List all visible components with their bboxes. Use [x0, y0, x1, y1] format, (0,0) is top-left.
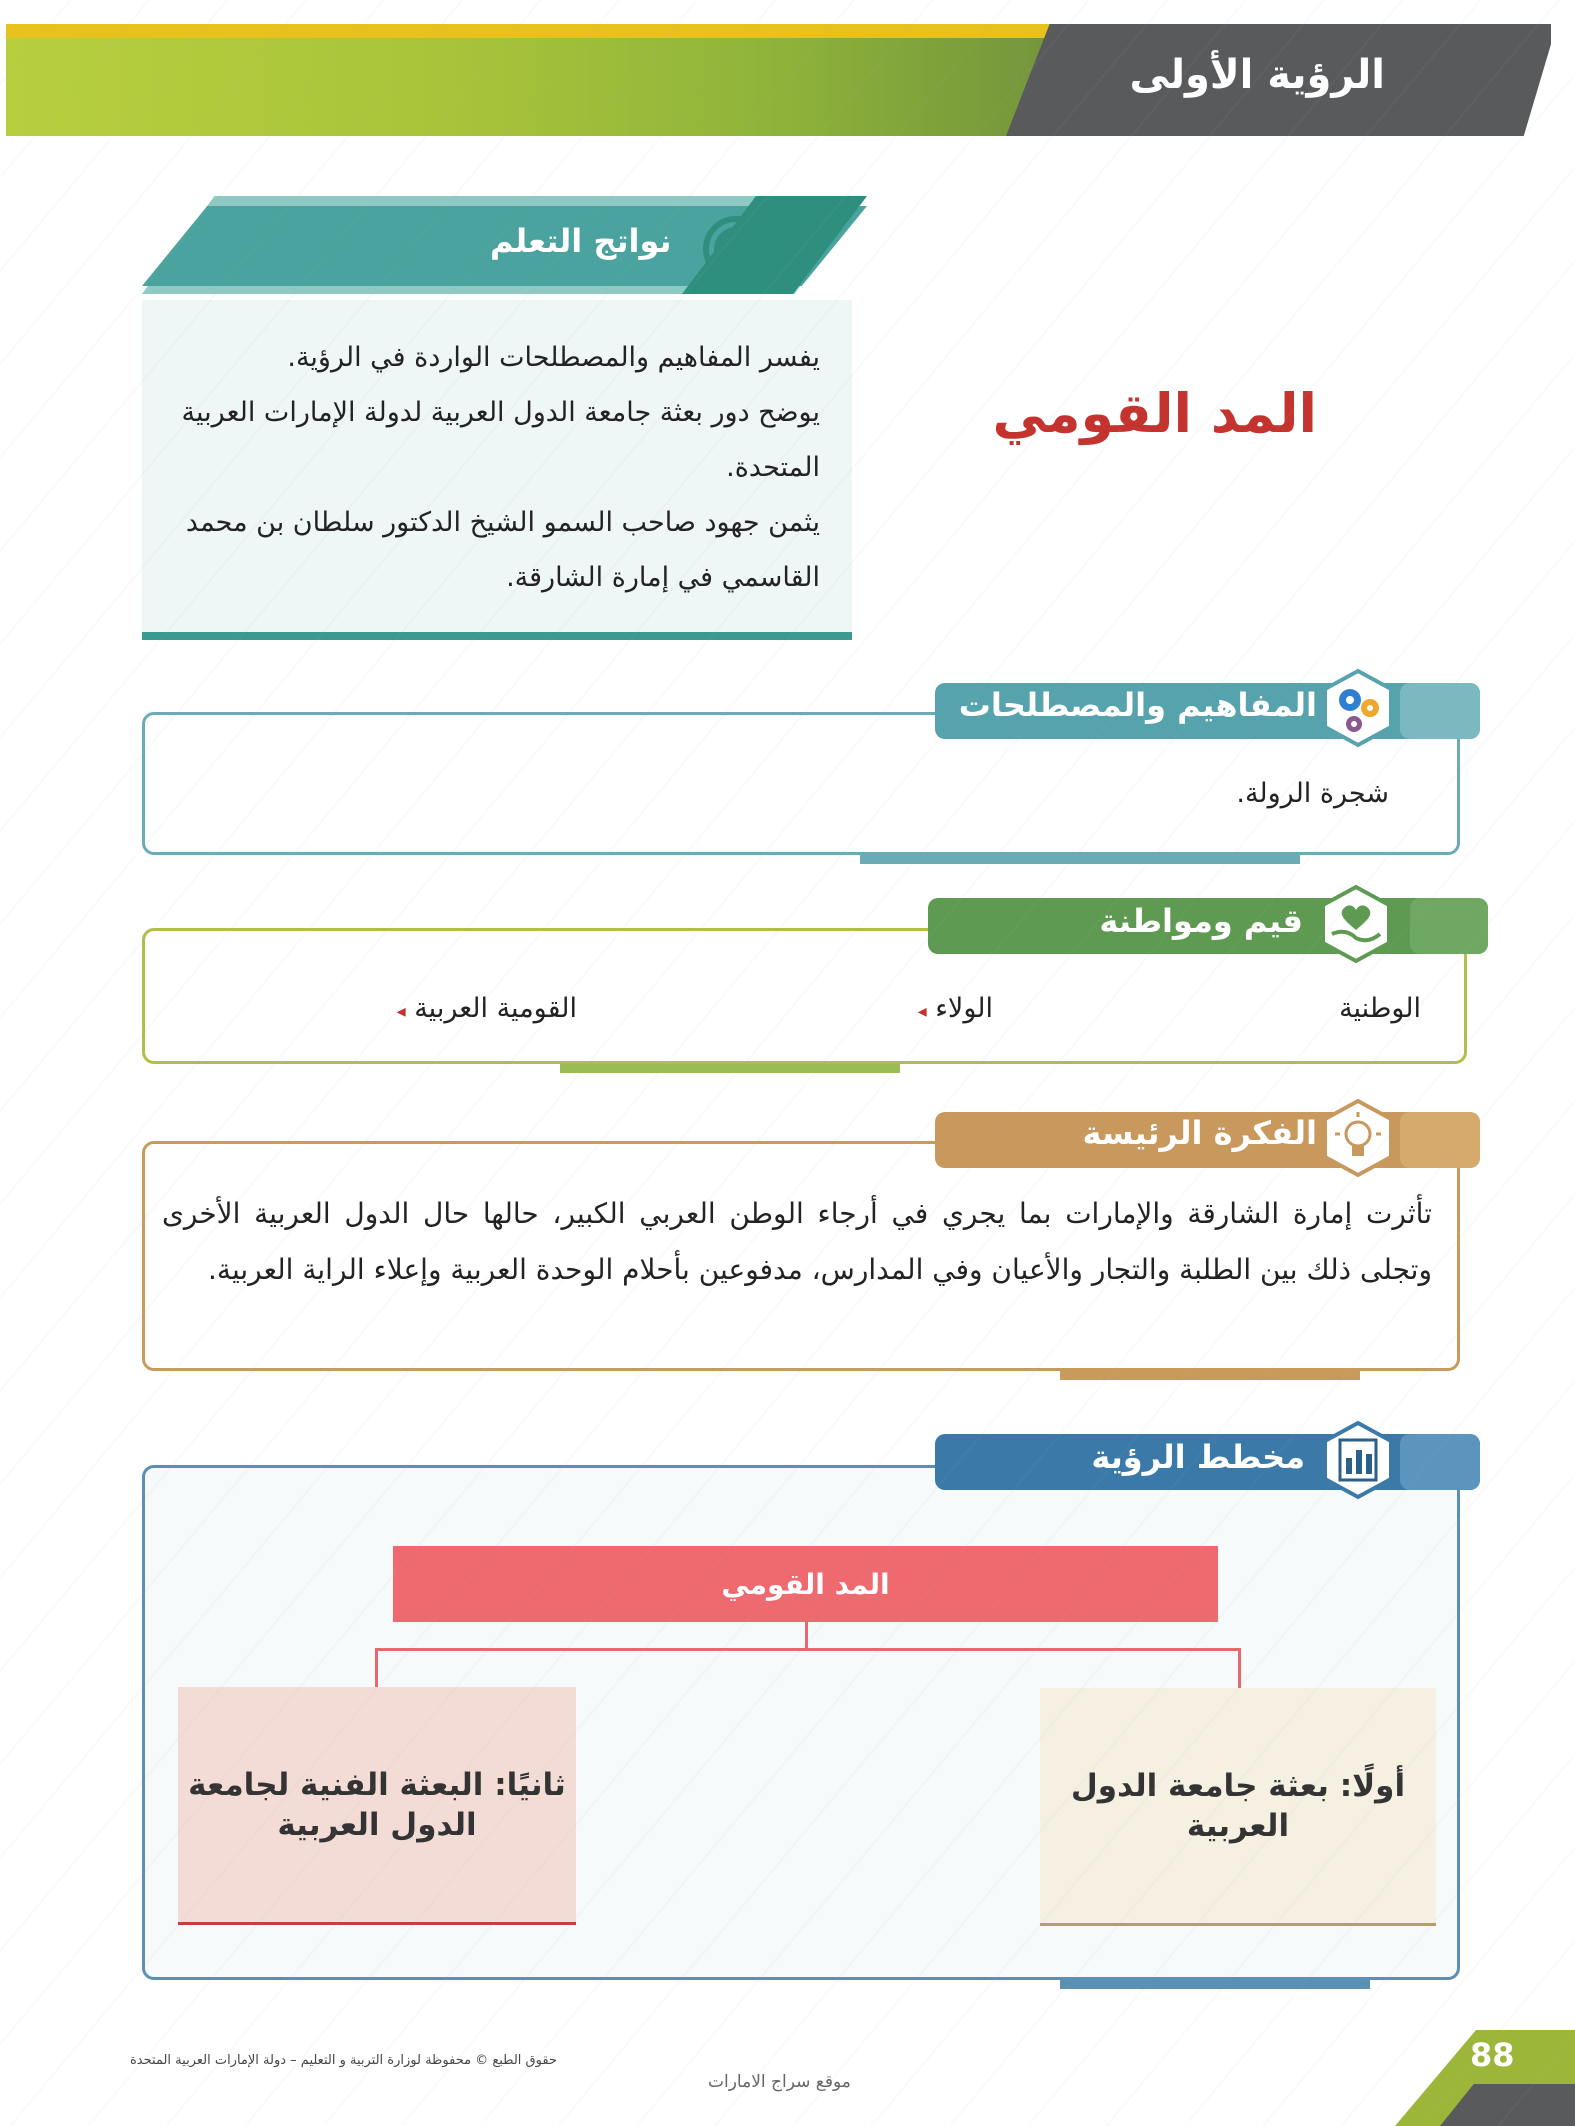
plan-branch-first-label: أولًا: بعثة جامعة الدول العربية	[1070, 1767, 1406, 1844]
learning-outcome-item: يفسر المفاهيم والمصطلحات الواردة في الرؤية.	[287, 342, 820, 373]
copyright-text: حقوق الطبع © محفوظة لوزارة التربية و التعليم – دولة الإمارات العربية المتحدة	[130, 2053, 557, 2068]
concepts-tag-tab	[1400, 683, 1480, 739]
chart-board-icon	[1318, 1420, 1398, 1500]
concepts-title: المفاهيم والمصطلحات	[958, 686, 1317, 724]
plan-connector	[375, 1648, 378, 1688]
plan-branch-first	[1040, 1688, 1436, 1926]
plan-root-node: المد القومي	[393, 1546, 1218, 1622]
concepts-text: شجرة الرولة.	[1236, 778, 1389, 809]
learning-outcomes-list	[150, 330, 820, 605]
main-idea-underline	[1060, 1371, 1360, 1380]
learning-outcome-item: يوضح دور بعثة جامعة الدول العربية لدولة الإمارات العربية المتحدة.	[181, 397, 820, 483]
plan-underline	[1060, 1980, 1370, 1989]
target-icon	[700, 205, 782, 287]
values-title: قيم ومواطنة	[1099, 902, 1303, 940]
header-title: الرؤية الأولى	[1129, 52, 1385, 98]
value-item: الولاء ◂	[917, 993, 993, 1024]
plan-connector	[805, 1622, 808, 1649]
plan-connector	[375, 1648, 1241, 1651]
learning-outcome-item: يثمن جهود صاحب السمو الشيخ الدكتور سلطان بن محمد القاسمي في إمارة الشارقة.	[185, 507, 820, 593]
main-idea-tag-tab	[1400, 1112, 1480, 1168]
value-item: الوطنية	[1339, 993, 1421, 1024]
plan-branch-second-label: ثانيًا: البعثة الفنية لجامعة الدول العربية	[188, 1766, 566, 1843]
page-title: المد القومي	[992, 382, 1317, 445]
plan-connector	[1238, 1648, 1241, 1688]
heart-hand-icon	[1316, 884, 1396, 964]
main-idea-title: الفكرة الرئيسة	[1082, 1114, 1317, 1152]
site-name: موقع سراج الامارات	[708, 2072, 851, 2092]
plan-tag-tab	[1400, 1434, 1480, 1490]
header-green-strip	[6, 34, 1106, 136]
gears-icon	[1318, 668, 1398, 748]
values-underline	[560, 1064, 900, 1073]
plan-title: مخطط الرؤية	[1091, 1438, 1305, 1476]
page-number: 88	[1470, 2036, 1515, 2074]
learning-outcomes-title: نواتج التعلم	[490, 222, 672, 260]
concepts-underline	[860, 855, 1300, 864]
main-idea-text: تأثرت إمارة الشارقة والإمارات بما يجري في أرجاء الوطن العربي الكبير، حالها حال الدول العربية الأخرى وتجلى ذلك بين الطلبة والتجار والأعيان وفي المدارس، مدفوعين بأحلام الوحدة العربية وإعلاء الراية العربية.	[162, 1197, 1432, 1286]
plan-branch-second	[178, 1687, 576, 1925]
values-tag-tab	[1410, 898, 1488, 954]
value-item: القومية العربية ◂	[396, 993, 577, 1024]
lightbulb-icon	[1318, 1098, 1398, 1178]
